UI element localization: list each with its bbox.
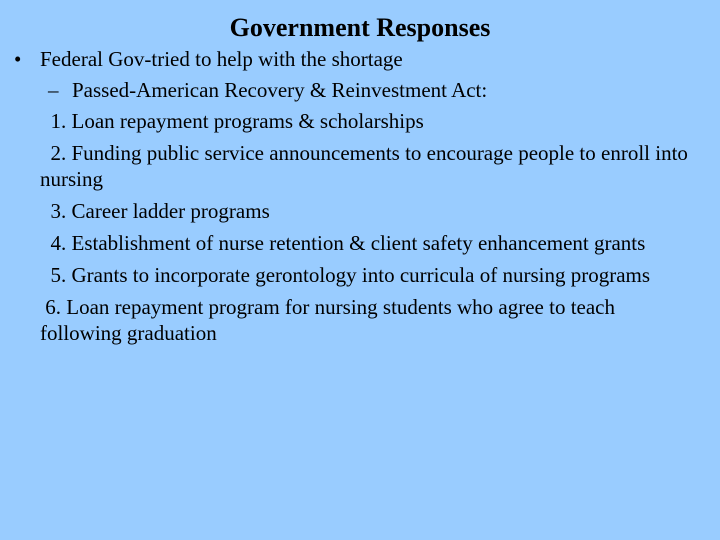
dash-icon: – xyxy=(48,78,59,102)
bullet-item xyxy=(0,44,720,74)
sub-bullet-item xyxy=(0,74,720,106)
bullet-text: Federal Gov-tried to help with the shortage xyxy=(40,47,403,71)
slide-content xyxy=(0,44,720,346)
list-item-6: 6. Loan repayment program for nursing students who agree to teach following graduation xyxy=(40,295,621,345)
list-item-3: 3. Career ladder programs xyxy=(40,199,270,223)
list-item-2: 2. Funding public service announcements to encourage people to enroll into nursing xyxy=(40,141,694,191)
list-item-5: 5. Grants to incorporate gerontology into curricula of nursing programs xyxy=(40,263,651,287)
bullet-icon: • xyxy=(14,47,22,71)
list-item-4: 4. Establishment of nurse retention & client safety enhancement grants xyxy=(40,231,646,255)
sub-bullet-text: Passed-American Recovery & Reinvestment Act: xyxy=(72,78,488,102)
slide-title: Government Responses xyxy=(229,13,491,42)
list-item-1: 1. Loan repayment programs & scholarships xyxy=(40,109,424,133)
